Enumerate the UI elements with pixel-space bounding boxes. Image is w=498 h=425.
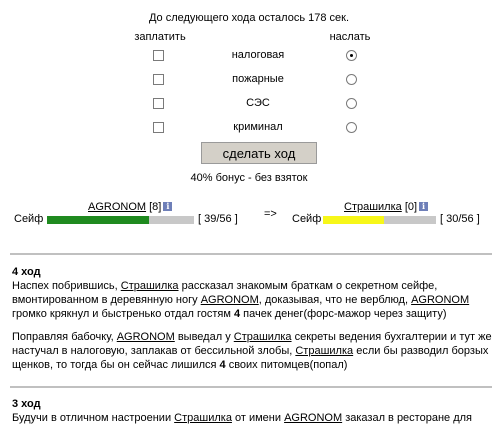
- pay-checkbox-criminal[interactable]: [153, 122, 164, 133]
- player-link[interactable]: Страшилка: [174, 412, 232, 424]
- log-entry-paragraph: [12, 411, 492, 425]
- player-left-name-link[interactable]: AGRONOM: [88, 201, 147, 213]
- log-text: Наспех побрившись,: [12, 280, 121, 292]
- log-amount: 4: [233, 308, 241, 320]
- player-right-safe-bar: [323, 216, 436, 224]
- sic-radio-criminal[interactable]: [346, 122, 357, 133]
- player-left-safe-value: [ 39/56 ]: [198, 213, 238, 225]
- player-left-safe-bar-fill: [47, 216, 149, 224]
- player-link[interactable]: AGRONOM: [284, 412, 343, 424]
- turn-timer: До следующего хода осталось 178 сек.: [148, 12, 350, 24]
- pay-column-header: заплатить: [134, 31, 186, 43]
- log-text: заказал в ресторане для: [342, 412, 472, 424]
- bonus-text: 40% бонус - без взяток: [190, 172, 308, 184]
- player-link[interactable]: Страшилка: [120, 280, 179, 292]
- player-right-level: [0]: [404, 201, 418, 213]
- player-link[interactable]: Страшилка: [295, 345, 354, 357]
- pay-checkbox-fire[interactable]: [153, 74, 164, 85]
- log-text: , доказывая, что не верблюд,: [258, 294, 412, 306]
- player-right-header: [344, 201, 428, 213]
- player-link[interactable]: AGRONOM: [411, 294, 470, 306]
- log-text: громко крякнул и быстренько отдал гостям: [12, 308, 234, 320]
- log-text: секреты ведения бухгалтерии и тут же настучал в налоговую, заплакав от бессильной злобы,: [12, 331, 492, 357]
- versus-arrow: =>: [264, 208, 277, 220]
- log-entry-paragraph: [12, 330, 492, 372]
- log-text: если бы разводил борзых щенков, то тогда бы он сейчас лишился: [12, 345, 489, 371]
- pay-checkbox-tax[interactable]: [153, 50, 164, 61]
- action-label-ses: СЭС: [246, 97, 270, 109]
- log-divider: [10, 386, 492, 388]
- action-label-criminal: криминал: [233, 121, 283, 133]
- player-link[interactable]: AGRONOM: [116, 331, 175, 343]
- player-link[interactable]: Страшилка: [233, 331, 292, 343]
- sic-radio-fire[interactable]: [346, 74, 357, 85]
- player-right-safe-bar-fill: [323, 216, 384, 224]
- action-label-tax: налоговая: [231, 49, 285, 61]
- log-entry-title: 3 ход: [12, 398, 41, 410]
- log-divider-top: [10, 253, 492, 255]
- log-text: Поправляя бабочку,: [12, 331, 117, 343]
- log-entry-paragraph: [12, 279, 492, 321]
- log-amount: 4: [219, 359, 226, 371]
- log-text: выведал у: [174, 331, 234, 343]
- player-left-safe-bar: [47, 216, 194, 224]
- make-move-button[interactable]: сделать ход: [201, 142, 317, 164]
- player-right-info-icon[interactable]: i: [419, 202, 428, 211]
- sic-radio-tax[interactable]: [346, 50, 357, 61]
- log-text: пачек денег(форс-мажор через защиту): [240, 308, 447, 320]
- log-text: от имени: [231, 412, 285, 424]
- pay-checkbox-ses[interactable]: [153, 98, 164, 109]
- player-right-name-link[interactable]: Страшилка: [344, 201, 402, 213]
- log-text: Будучи в отличном настроении: [12, 412, 175, 424]
- sic-column-header: наслать: [329, 31, 371, 43]
- player-left-safe-label: Сейф: [14, 213, 44, 225]
- player-right-safe-label: Сейф: [292, 213, 322, 225]
- sic-radio-ses[interactable]: [346, 98, 357, 109]
- player-left-info-icon[interactable]: i: [163, 202, 172, 211]
- log-text: рассказал знакомым браткам о секретном сейфе, вмонтированном в деревянную ногу: [12, 280, 438, 306]
- player-right-safe-value: [ 30/56 ]: [440, 213, 480, 225]
- player-link[interactable]: AGRONOM: [200, 294, 259, 306]
- log-text: своих питомцев(попал): [225, 359, 348, 371]
- player-left-header: [88, 201, 172, 213]
- player-left-level: [8]: [149, 201, 162, 213]
- log-entry-title: 4 ход: [12, 266, 41, 278]
- action-label-fire: пожарные: [232, 73, 284, 85]
